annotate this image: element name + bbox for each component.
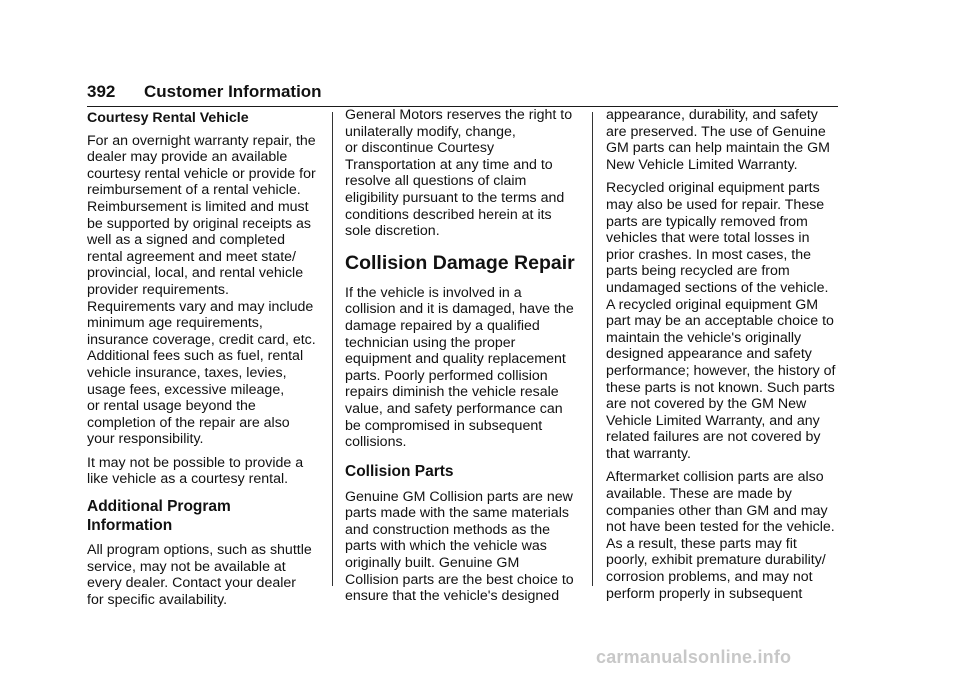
additional-program-heading: Additional Program Information xyxy=(87,498,231,535)
courtesy-rental-heading: Courtesy Rental Vehicle xyxy=(87,110,249,126)
program-options-paragraph: All program options, such as shuttle service, may not be available at every dealer. Contact your dealer for specific availability. xyxy=(87,542,312,608)
column-2 xyxy=(345,107,585,605)
watermark: carmanualsonline.info xyxy=(596,647,792,667)
collision-parts-heading: Collision Parts xyxy=(345,462,454,480)
courtesy-rental-paragraph: For an overnight warranty repair, the dealer may provide an available courtesy rental vehicle or provide for reimbursement of a rental vehicle. Reimbursement is limited and must be supported by original receipts as well as a signed and completed rental agreement and meet state/ provincial, local, and rental vehicle provider requirements. Requirements vary and may include minimum age requirements, insurance coverage, credit card, etc. Additional fees such as fuel, rental vehicle insurance, taxes, levies, usage fees, excessive mileage, or rental usage beyond the completion of the repair are also your responsibility. xyxy=(87,132,316,448)
recycled-parts-paragraph: Recycled original equipment parts may also be used for repair. These parts are typically removed from vehicles that were total losses in prior crashes. In most cases, the parts being recycled are from undamaged sections of the vehicle. A recycled original equipment GM part may be an acceptable choice to maintain the vehicle's originally designed appearance and safety performance; however, the history of these parts is not known. Such parts are not covered by the GM New Vehicle Limited Warranty, and any related failures are not covered by that warranty. xyxy=(606,180,836,462)
column-divider-2 xyxy=(592,112,593,586)
collision-damage-repair-title: Collision Damage Repair xyxy=(345,251,575,274)
gm-reserves-paragraph: General Motors reserves the right to unilaterally modify, change, or discontinue Courtesy Transportation at any time and to resolve all questions of claim eligibility pursuant to the terms and conditions described herein at its sole discretion. xyxy=(345,107,573,240)
page-number: 392 xyxy=(87,82,116,101)
page-header xyxy=(87,82,838,107)
appearance-paragraph: appearance, durability, and safety are preserved. The use of Genuine GM parts can help maintain the GM New Vehicle Limited Warranty. xyxy=(606,107,830,173)
column-3 xyxy=(606,107,846,602)
column-divider-1 xyxy=(332,112,333,586)
collision-damage-paragraph: If the vehicle is involved in a collision and it is damaged, have the damage repaired by a qualified technician using the proper equipment and quality replacement parts. Poorly performed collision repairs diminish the vehicle resale value, and safety performance can be compromised in subsequent collisions. xyxy=(345,284,574,451)
aftermarket-parts-paragraph: Aftermarket collision parts are also available. These are made by companies other than GM and may not have been tested for the vehicle. As a result, these parts may fit poorly, exhibit premature durability/ corrosion problems, and may not perform properly in subsequent xyxy=(606,469,835,602)
column-1 xyxy=(87,107,327,608)
like-vehicle-paragraph: It may not be possible to provide a like vehicle as a courtesy rental. xyxy=(87,454,304,488)
genuine-parts-paragraph: Genuine GM Collision parts are new parts made with the same materials and construction methods as the parts with which the vehicle was originally built. Genuine GM Collision parts are the best choice to ensure that the vehicle's designed xyxy=(345,488,574,605)
page-title: Customer Information xyxy=(144,82,322,101)
